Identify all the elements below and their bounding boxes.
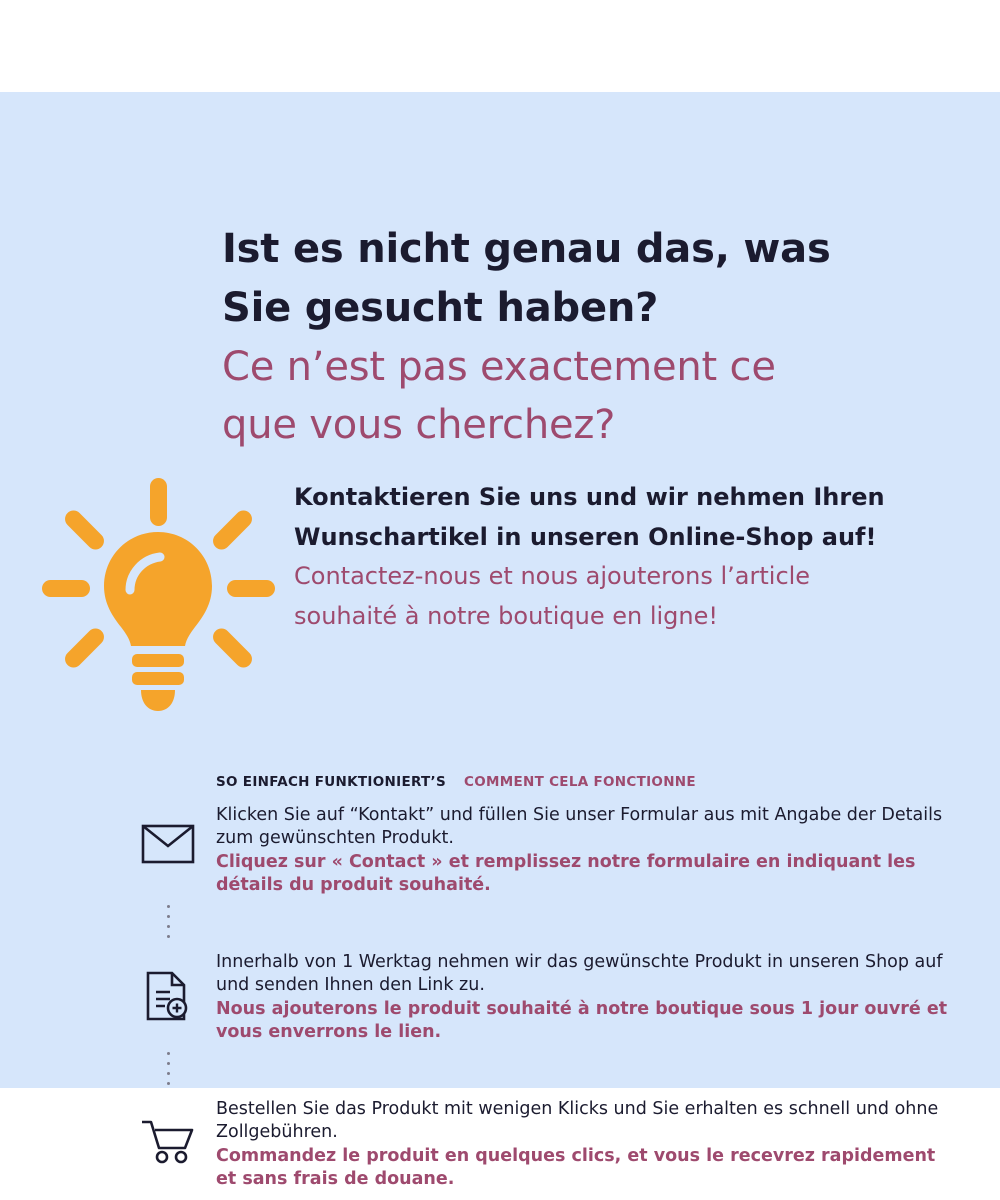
headline-fr-line2: que vous cherchez?: [222, 402, 616, 449]
step-connector: [120, 1044, 950, 1092]
subheadline-fr: Contactez-nous et nous ajouterons l’article souhaité à notre boutique en ligne!: [294, 562, 811, 630]
promo-banner: [0, 92, 1000, 1189]
steps-section-title: [216, 774, 696, 790]
steps-title-fr: COMMENT CELA FONCTIONNE: [464, 774, 696, 790]
dot: [167, 1072, 170, 1075]
dot: [167, 935, 170, 938]
step-de: Klicken Sie auf “Kontakt” und füllen Sie unser Formular aus mit Angabe der Details zum gewünschten Produkt.: [216, 805, 943, 849]
page-title: [222, 220, 922, 455]
dot: [167, 1062, 170, 1065]
step-text: [216, 945, 950, 1044]
steps-list: [120, 798, 950, 1191]
dot: [167, 905, 170, 908]
dot: [167, 925, 170, 928]
dot: [167, 1082, 170, 1085]
dot: [167, 915, 170, 918]
step-fr: Commandez le produit en quelques clics, et vous le recevrez rapidement et sans frais de douane.: [216, 1145, 936, 1189]
dotted-line: [120, 897, 216, 945]
list-item: [120, 798, 950, 897]
list-item: [120, 1092, 950, 1191]
list-item: [120, 945, 950, 1044]
lightbulb-icon: [38, 474, 278, 724]
headline-de-line2: Sie gesucht haben?: [222, 284, 659, 331]
step-de: Bestellen Sie das Produkt mit wenigen Klicks und Sie erhalten es schnell und ohne Zollgebühren.: [216, 1099, 939, 1143]
step-text: [216, 798, 950, 897]
subheadline-de: Kontaktieren Sie uns und wir nehmen Ihren Wunschartikel in unseren Online-Shop auf!: [294, 483, 885, 551]
dot: [167, 1052, 170, 1055]
connector-spacer: [216, 897, 950, 945]
subheadline: [294, 478, 914, 636]
document-add-icon: [120, 945, 216, 1021]
step-fr: Nous ajouterons le produit souhaité à notre boutique sous 1 jour ouvré et vous enverrons le lien.: [216, 998, 948, 1042]
step-fr: Cliquez sur « Contact » et remplissez notre formulaire en indiquant les détails du produit souhaité.: [216, 851, 916, 895]
steps-title-de: SO EINFACH FUNKTIONIERT’S: [216, 774, 447, 790]
step-de: Innerhalb von 1 Werktag nehmen wir das gewünschte Produkt in unseren Shop auf und senden Ihnen den Link zu.: [216, 952, 943, 996]
step-text: [216, 1092, 950, 1191]
step-connector: [120, 897, 950, 945]
connector-spacer: [216, 1044, 950, 1092]
dotted-line: [120, 1044, 216, 1092]
headline-de-line1: Ist es nicht genau das, was: [222, 226, 831, 272]
headline-fr-line1: Ce n’est pas exactement ce: [222, 343, 776, 390]
shopping-cart-icon: [120, 1092, 216, 1164]
envelope-icon: [120, 798, 216, 864]
